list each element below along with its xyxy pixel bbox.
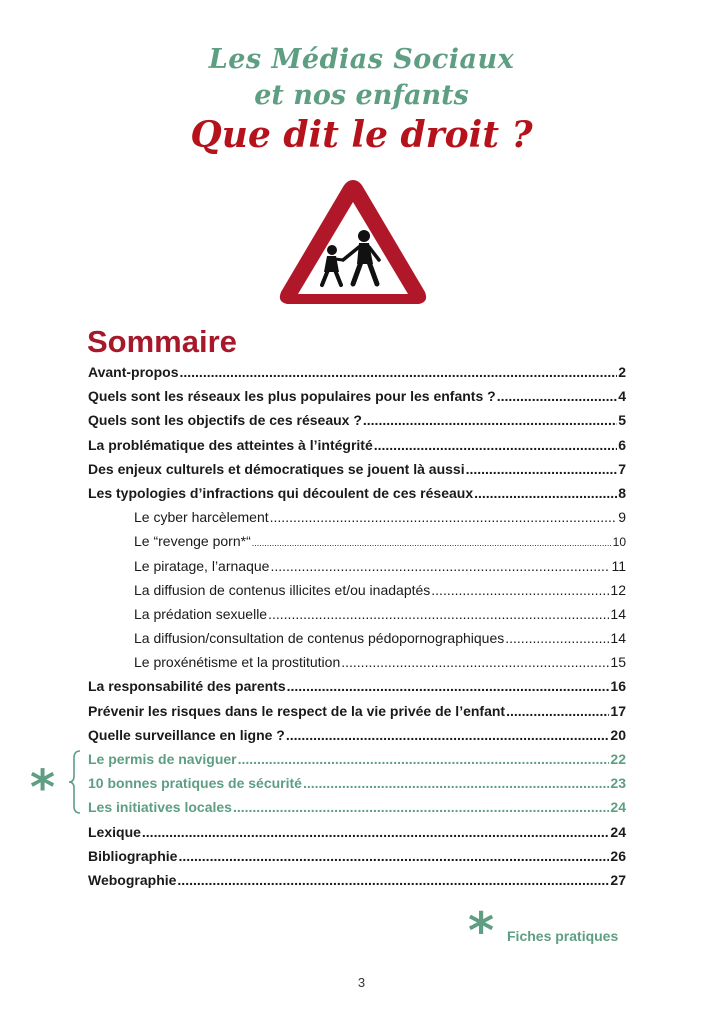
toc-entry[interactable]: Webographie ..... 27 (88, 872, 626, 896)
toc-entry[interactable]: Quelle surveillance en ligne ? ..... 20 (88, 727, 626, 751)
curly-brace-icon (68, 750, 82, 814)
summary-heading: Sommaire (87, 324, 237, 359)
legend-label: Fiches pratiques (507, 928, 619, 944)
toc-subentry[interactable]: La diffusion de contenus illicites et/ou inadaptés ..... 12 (88, 582, 626, 606)
toc-entry[interactable]: Les typologies d’infractions qui découlent de ces réseaux ..... 8 (88, 485, 626, 509)
toc-entry[interactable]: Des enjeux culturels et démocratiques se jouent là aussi ..... 7 (88, 461, 626, 485)
title-line-3: Que dit le droit ? (190, 114, 533, 156)
toc-entry[interactable]: Quels sont les objectifs de ces réseaux ? ..... 5 (88, 412, 626, 436)
toc-entry[interactable]: La problématique des atteintes à l’intégrité ..... 6 (88, 437, 626, 461)
toc-subentry[interactable]: La diffusion/consultation de contenus pédopornographiques ..... 14 (88, 630, 626, 654)
title-line-1: Les Médias Sociaux (208, 44, 515, 75)
toc-subentry[interactable]: Le “revenge porn*“ ..... 10 (88, 533, 626, 557)
toc-subentry[interactable]: Le piratage, l’arnaque ..... 11 (88, 558, 626, 582)
page-number: 3 (357, 975, 366, 990)
toc-entry[interactable]: La responsabilité des parents ..... 16 (88, 678, 626, 702)
table-of-contents (88, 364, 626, 896)
toc-entry[interactable]: Avant-propos ..... 2 (88, 364, 626, 388)
toc-entry[interactable]: Lexique ..... 24 (88, 824, 626, 848)
toc-fiche-entry[interactable]: Les initiatives locales ..... 24 (88, 799, 626, 823)
asterisk-icon: * (30, 760, 56, 816)
children-crossing-warning-sign-icon (273, 172, 433, 312)
toc-subentry[interactable]: Le cyber harcèlement ..... 9 (88, 509, 626, 533)
toc-entry[interactable]: Prévenir les risques dans le respect de la vie privée de l’enfant ..... 17 (88, 703, 626, 727)
toc-subentry[interactable]: La prédation sexuelle ..... 14 (88, 606, 626, 630)
toc-entry[interactable]: Bibliographie ..... 26 (88, 848, 626, 872)
toc-entry[interactable]: Quels sont les réseaux les plus populaires pour les enfants ? ..... 4 (88, 388, 626, 412)
title-line-2: et nos enfants (254, 80, 469, 111)
toc-fiche-entry[interactable]: Le permis de naviguer ..... 22 (88, 751, 626, 775)
toc-subentry[interactable]: Le proxénétisme et la prostitution ..... 15 (88, 654, 626, 678)
toc-fiche-entry[interactable]: 10 bonnes pratiques de sécurité ..... 23 (88, 775, 626, 799)
asterisk-icon: * (468, 902, 495, 960)
